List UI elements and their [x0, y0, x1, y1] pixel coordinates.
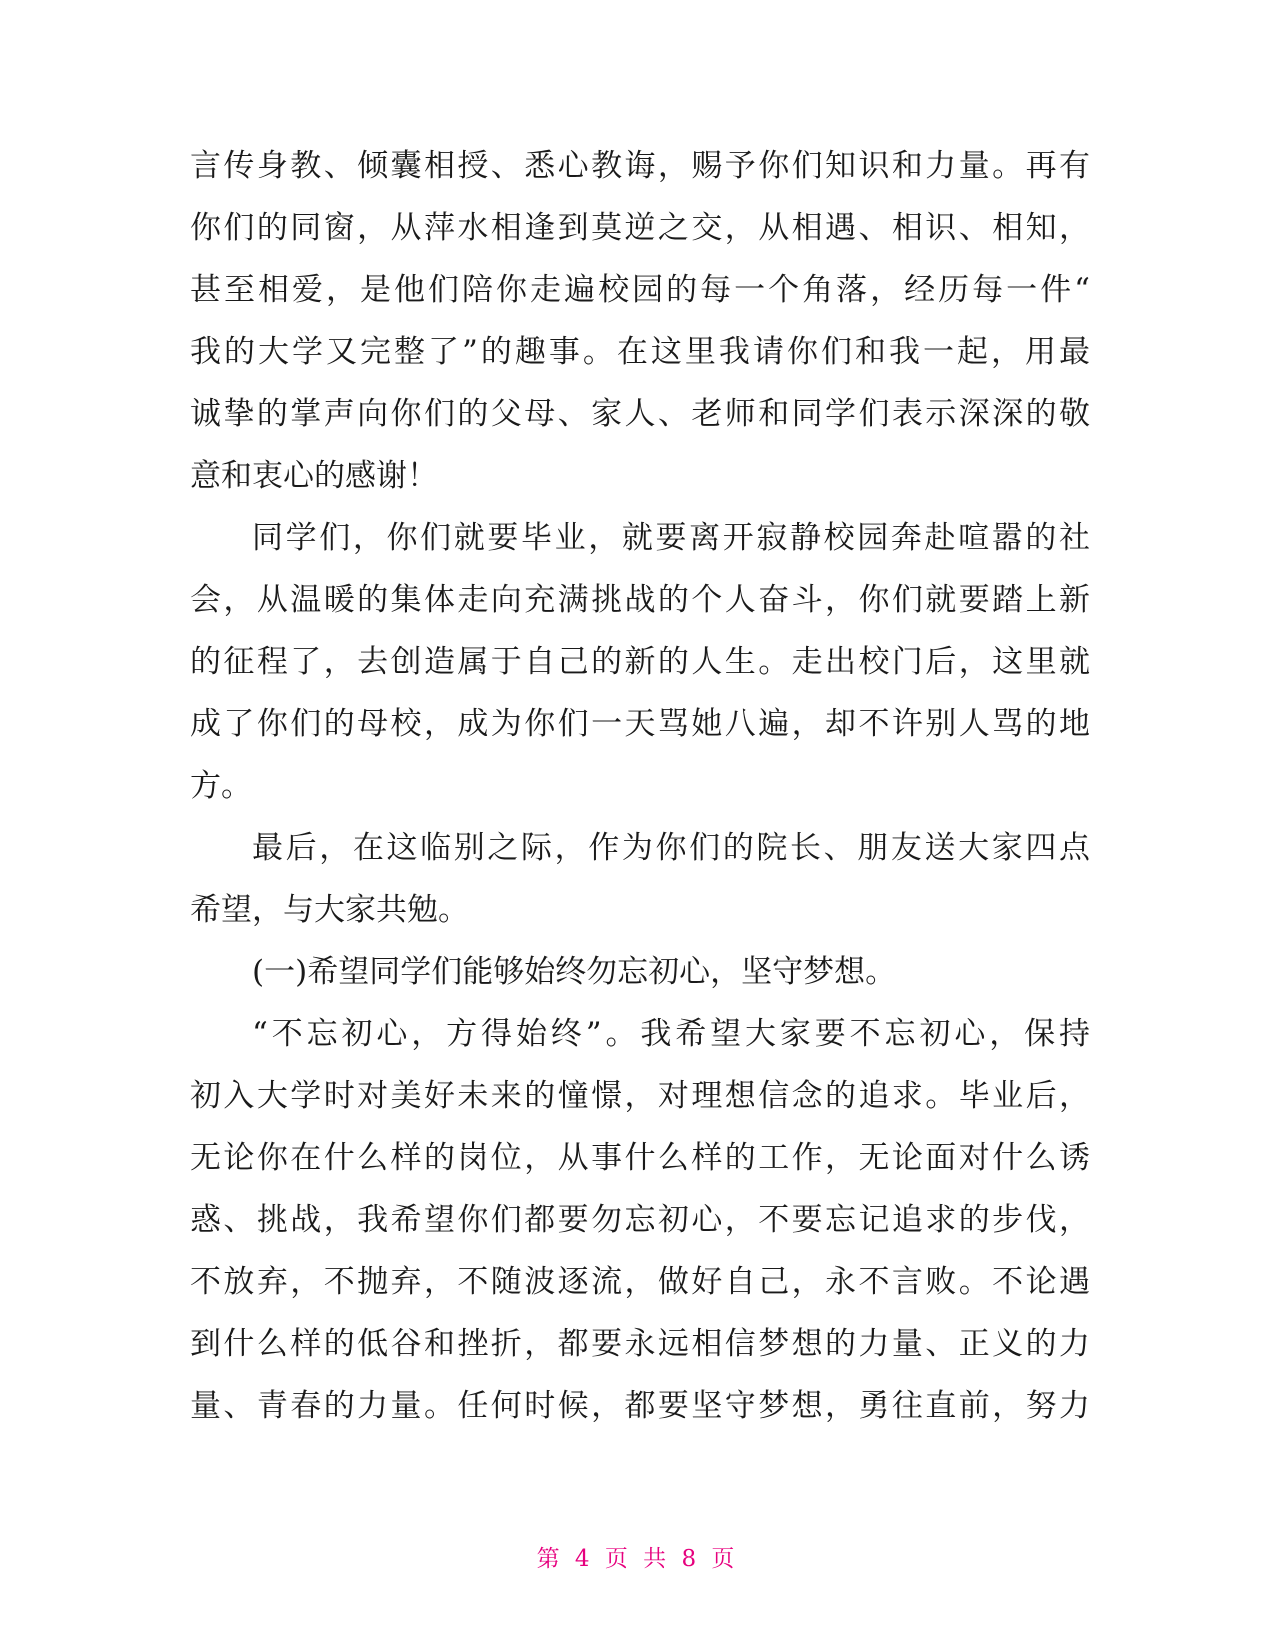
text-line: 会，从温暖的集体走向充满挑战的个人奋斗，你们就要踏上新 — [190, 582, 1090, 618]
text-line: 到什么样的低谷和挫折，都要永远相信梦想的力量、正义的力 — [190, 1326, 1090, 1362]
paragraph-first-line: 最后，在这临别之际，作为你们的院长、朋友送大家四点 — [252, 830, 1090, 866]
text-line: 惑、挑战，我希望你们都要勿忘初心，不要忘记追求的步伐， — [190, 1202, 1090, 1238]
text-line: 我的大学又完整了”的趣事。在这里我请你们和我一起，用最 — [190, 334, 1090, 370]
text-line: 量、青春的力量。任何时候，都要坚守梦想，勇往直前，努力 — [190, 1388, 1090, 1424]
paragraph-first-line: 同学们，你们就要毕业，就要离开寂静校园奔赴喧嚣的社 — [252, 520, 1090, 556]
page-number-footer — [0, 1545, 1275, 1573]
paragraph-first-line: “不忘初心，方得始终”。我希望大家要不忘初心，保持 — [252, 1016, 1090, 1052]
section-heading: (一)希望同学们能够始终勿忘初心，坚守梦想。 — [252, 954, 897, 990]
text-line: 的征程了，去创造属于自己的新的人生。走出校门后，这里就 — [190, 644, 1090, 680]
text-line: 甚至相爱，是他们陪你走遍校园的每一个角落，经历每一件“ — [190, 272, 1090, 308]
page-number-text: 第 4 页 共 8 页 — [536, 1546, 739, 1572]
text-line: 你们的同窗，从萍水相逢到莫逆之交，从相遇、相识、相知， — [190, 210, 1090, 246]
text-line: 诚挚的掌声向你们的父母、家人、老师和同学们表示深深的敬 — [190, 396, 1090, 432]
text-line: 方。 — [190, 768, 252, 804]
text-line: 成了你们的母校，成为你们一天骂她八遍，却不许别人骂的地 — [190, 706, 1090, 742]
text-line: 意和衷心的感谢！ — [190, 458, 438, 494]
text-line: 言传身教、倾囊相授、悉心教诲，赐予你们知识和力量。再有 — [190, 148, 1090, 184]
text-line: 初入大学时对美好未来的憧憬，对理想信念的追求。毕业后， — [190, 1078, 1090, 1114]
text-line: 无论你在什么样的岗位，从事什么样的工作，无论面对什么诱 — [190, 1140, 1090, 1176]
text-line: 不放弃，不抛弃，不随波逐流，做好自己，永不言败。不论遇 — [190, 1264, 1090, 1300]
text-line: 希望，与大家共勉。 — [190, 892, 469, 928]
